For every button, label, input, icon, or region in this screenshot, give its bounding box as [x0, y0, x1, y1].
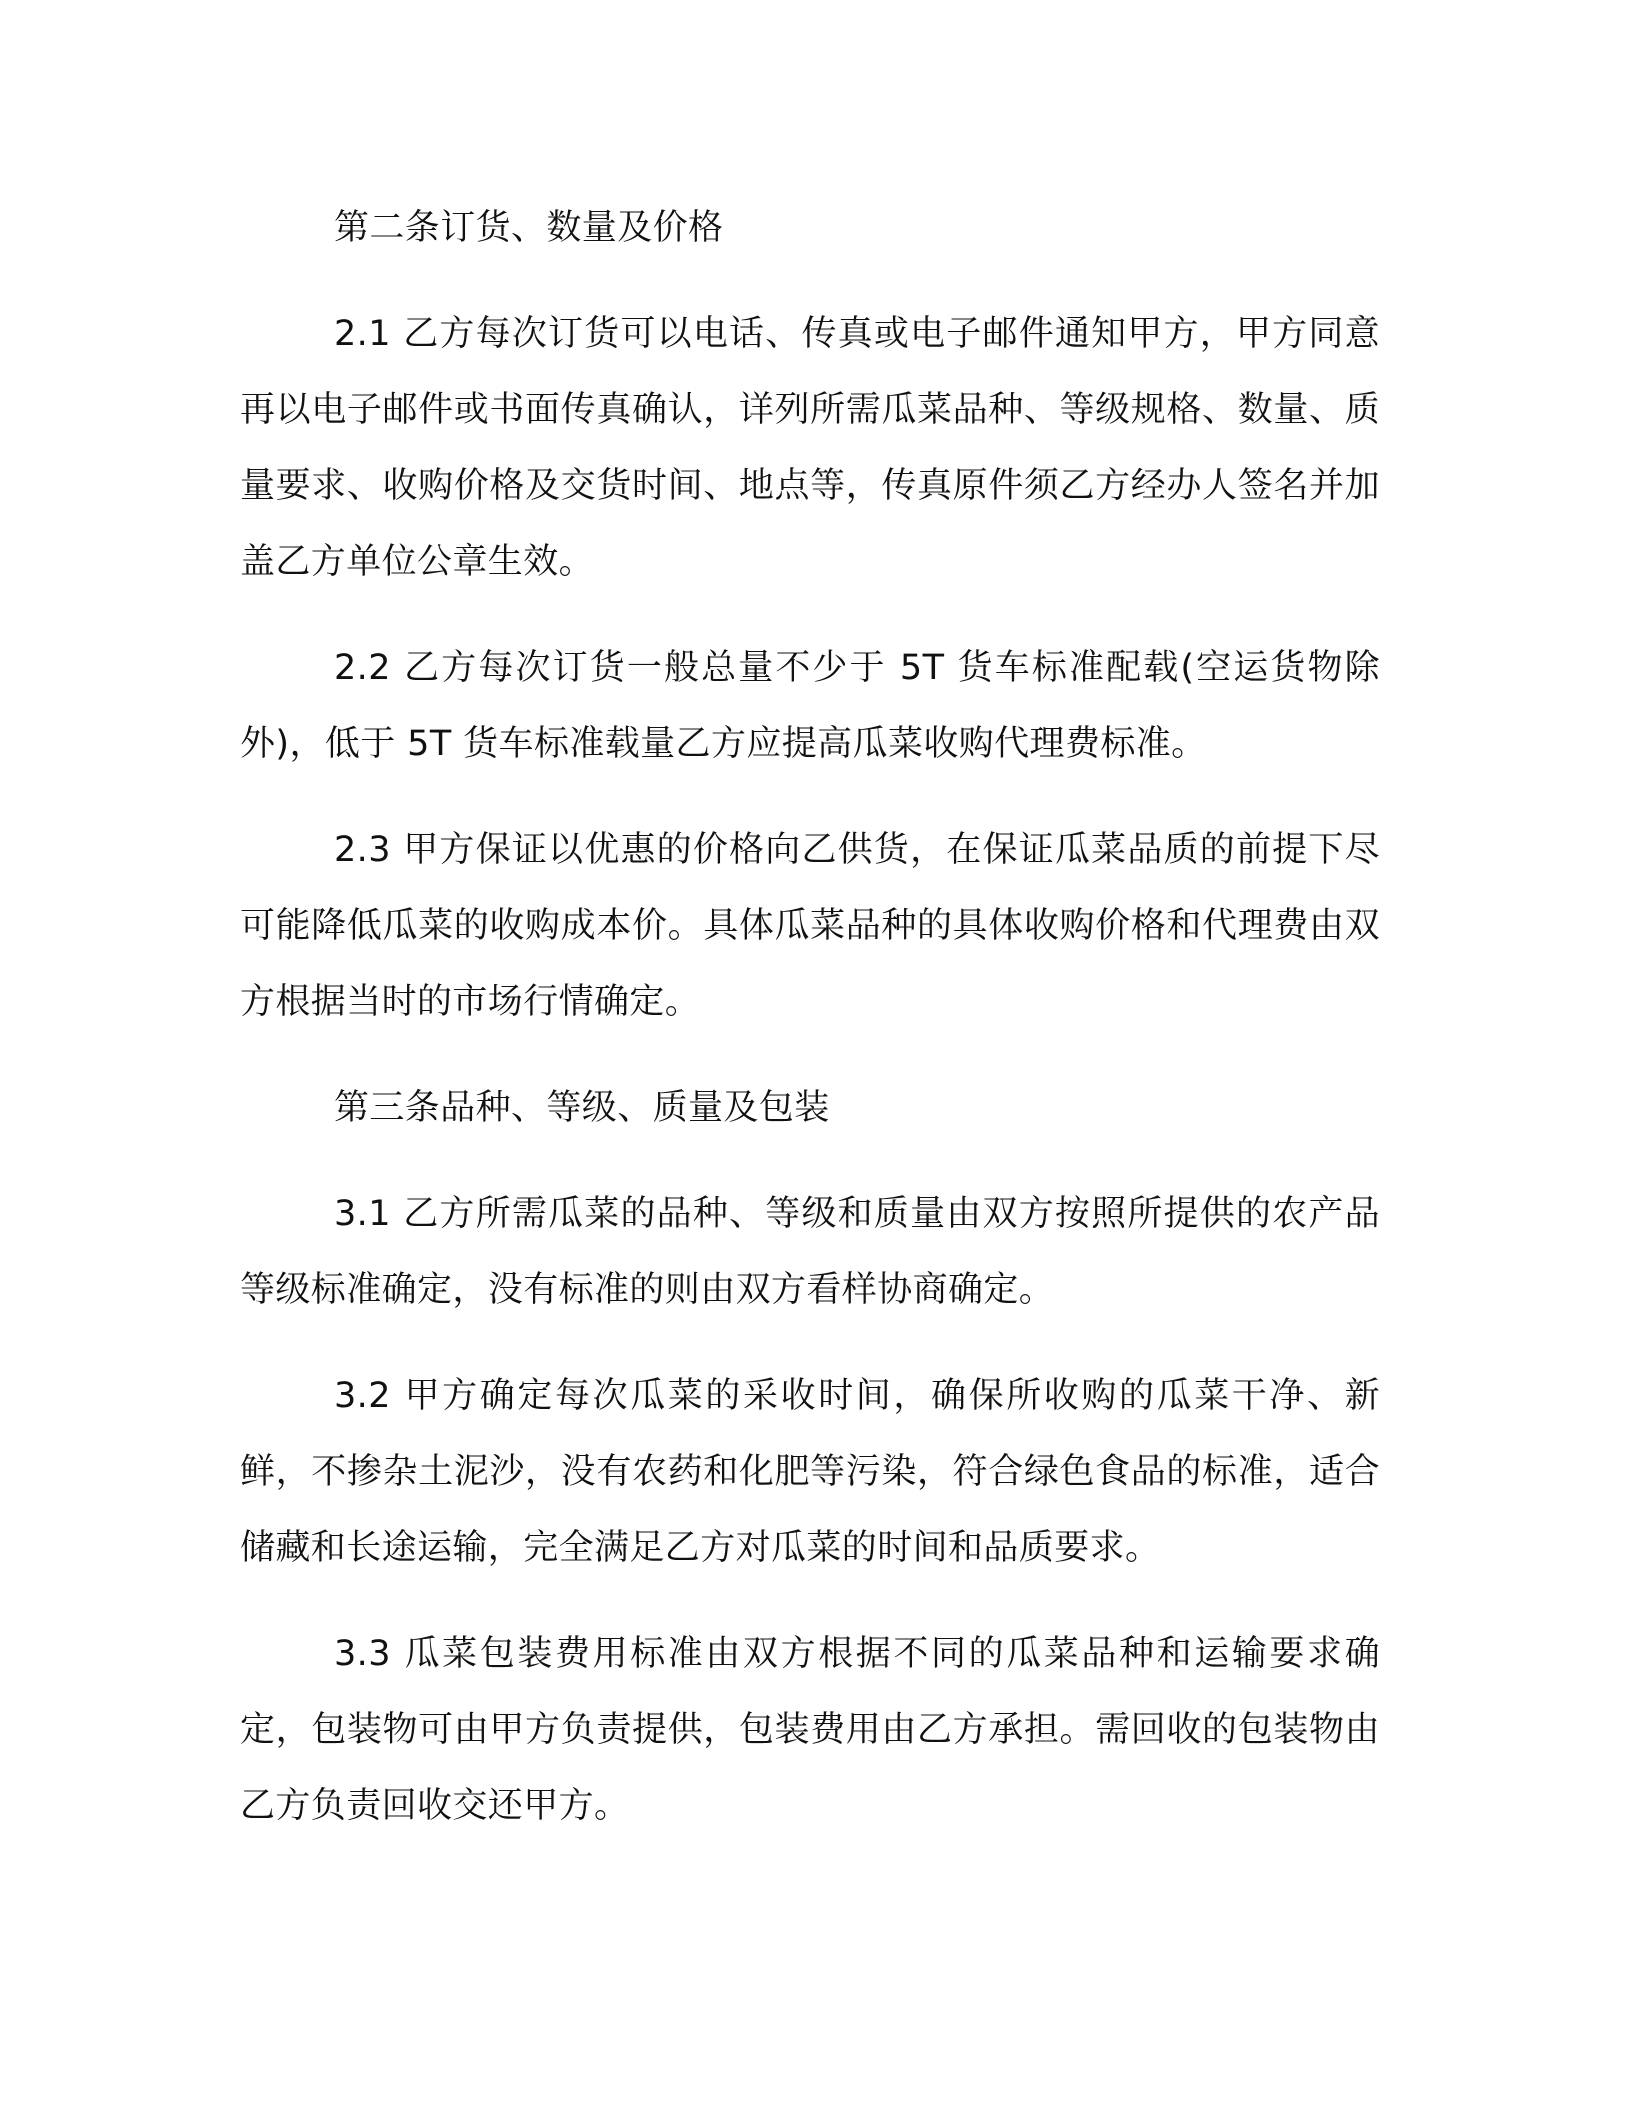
clause-2-3: 2.3 甲方保证以优惠的价格向乙供货，在保证瓜菜品质的前提下尽可能降低瓜菜的收购成本价。具体瓜菜品种的具体收购价格和代理费由双方根据当时的市场行情确定。	[240, 830, 1380, 1022]
clause-2-2: 2.2 乙方每次订货一般总量不少于 5T 货车标准配载(空运货物除外)，低于 5T 货车标准载量乙方应提高瓜菜收购代理费标准。	[240, 648, 1380, 764]
section-heading-3: 第三条品种、等级、质量及包装	[334, 1088, 830, 1128]
clause-2-1: 2.1 乙方每次订货可以电话、传真或电子邮件通知甲方，甲方同意再以电子邮件或书面传真确认，详列所需瓜菜品种、等级规格、数量、质量要求、收购价格及交货时间、地点等，传真原件须乙方经办人签名并加盖乙方单位公章生效。	[240, 314, 1380, 582]
document-body	[240, 190, 1380, 1844]
clause-3-1: 3.1 乙方所需瓜菜的品种、等级和质量由双方按照所提供的农产品等级标准确定，没有标准的则由双方看样协商确定。	[240, 1194, 1380, 1310]
section-heading-2: 第二条订货、数量及价格	[334, 208, 724, 248]
clause-3-2: 3.2 甲方确定每次瓜菜的采收时间，确保所收购的瓜菜干净、新鲜，不掺杂土泥沙，没有农药和化肥等污染，符合绿色食品的标准，适合储藏和长途运输，完全满足乙方对瓜菜的时间和品质要求。	[240, 1376, 1380, 1568]
clause-3-3: 3.3 瓜菜包装费用标准由双方根据不同的瓜菜品种和运输要求确定，包装物可由甲方负责提供，包装费用由乙方承担。需回收的包装物由乙方负责回收交还甲方。	[240, 1634, 1380, 1826]
